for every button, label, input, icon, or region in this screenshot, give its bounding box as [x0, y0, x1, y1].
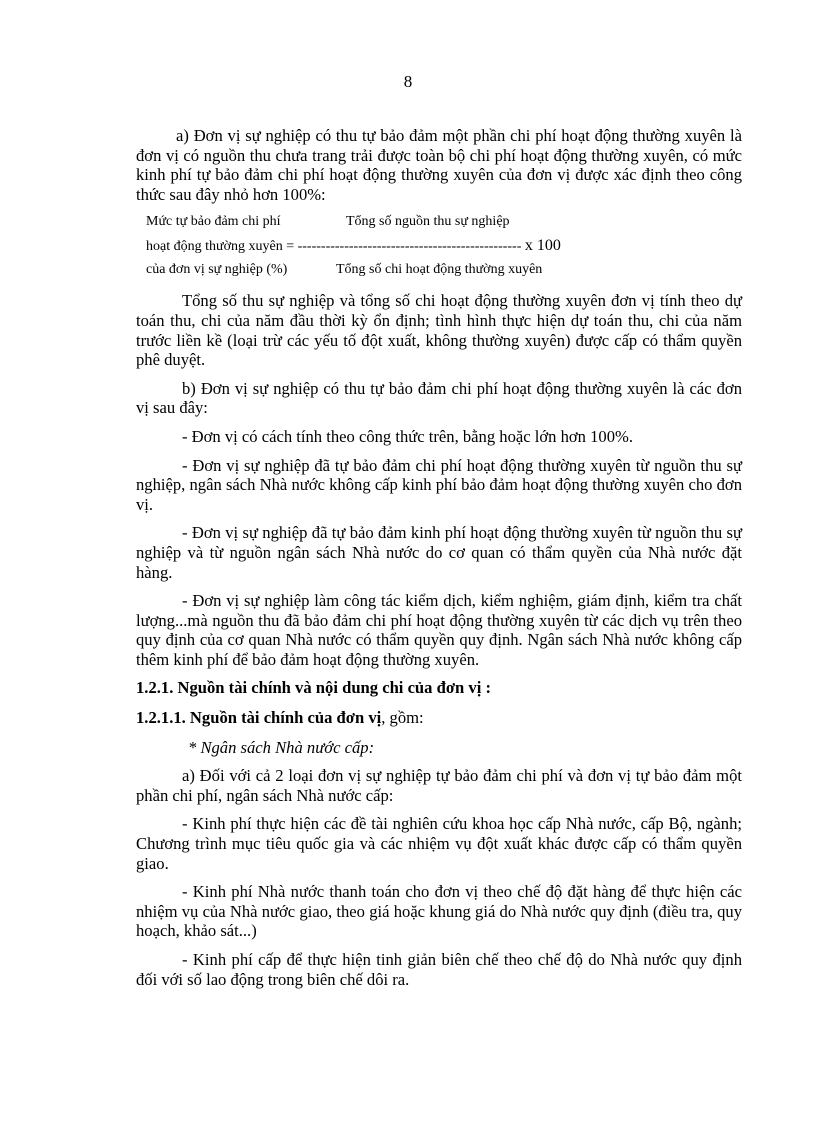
formula-multiplier: x 100: [524, 237, 561, 255]
formula-block: [146, 213, 742, 285]
formula-label-line-2: hoạt động thường xuyên =: [146, 239, 295, 255]
list-item-b4: - Đơn vị sự nghiệp làm công tác kiểm dịch, kiểm nghiệm, giám định, kiểm tra chất lượng...mà nguồn thu đã bảo đảm chi phí hoạt động thường xuyên từ các dịch vụ trên theo quy định của cơ quan Nhà nước có thẩm quyền quy định. Ngân sách Nhà nước không cấp thêm kinh phí để bảo đảm hoạt động thường xuyên.: [136, 591, 742, 669]
formula-label-line-3: của đơn vị sự nghiệp (%): [146, 262, 288, 278]
list-item-2a2: - Kinh phí Nhà nước thanh toán cho đơn vị theo chế độ đặt hàng để thực hiện các nhiệm vụ của Nhà nước giao, theo giá hoặc khung giá do Nhà nước quy định (điều tra, quy hoạch, khảo sát...): [136, 882, 742, 941]
formula-fraction-rule: ------------------------------------------------: [297, 239, 522, 255]
section-heading-1-2-1: 1.2.1. Nguồn tài chính và nội dung chi của đơn vị :: [136, 678, 491, 698]
paragraph-totals: Tổng số thu sự nghiệp và tổng số chi hoạt động thường xuyên đơn vị tính theo dự toán thu, chi của năm đầu thời kỳ ổn định; tình hình thực hiện dự toán thu, chi của năm trước liền kề (loại trừ các yếu tố đột xuất, không thường xuyên) được cấp có thẩm quyền phê duyệt.: [136, 291, 742, 370]
list-item-2a3: - Kinh phí cấp để thực hiện tinh giản biên chế theo chế độ do Nhà nước quy định đối với số lao động trong biên chế dôi ra.: [136, 950, 742, 989]
formula-denominator: Tổng số chi hoạt động thường xuyên: [336, 262, 543, 278]
section-heading-1-2-1-1-title: 1.2.1.1. Nguồn tài chính của đơn vị: [136, 708, 382, 728]
page-number: 8: [403, 72, 413, 91]
formula-label-line-1: Mức tự bảo đảm chi phí: [146, 214, 281, 230]
paragraph-a-intro: a) Đơn vị sự nghiệp có thu tự bảo đảm một phần chi phí hoạt động thường xuyên là đơn vị có nguồn thu chưa trang trải được toàn bộ chi phí hoạt động thường xuyên, có mức kinh phí tự bảo đảm chi phí hoạt động thường xuyên của đơn vị được xác định theo công thức sau đây nhỏ hơn 100%:: [136, 126, 742, 204]
document-body: [136, 126, 742, 995]
list-item-2a1: - Kinh phí thực hiện các đề tài nghiên cứu khoa học cấp Nhà nước, cấp Bộ, ngành; Chương trình mục tiêu quốc gia và các nhiệm vụ đột xuất khác được cấp có thẩm quyền giao.: [136, 814, 742, 873]
list-item-b3: - Đơn vị sự nghiệp đã tự bảo đảm kinh phí hoạt động thường xuyên từ nguồn thu sự nghiệp và từ nguồn ngân sách Nhà nước do cơ quan có thẩm quyền của Nhà nước đặt hàng.: [136, 523, 742, 582]
paragraph-b-intro: b) Đơn vị sự nghiệp có thu tự bảo đảm chi phí hoạt động thường xuyên là các đơn vị sau đây:: [136, 378, 742, 418]
formula-row-3: [146, 261, 742, 285]
section-heading-1-2-1-1: [136, 708, 742, 728]
formula-numerator: Tổng số nguồn thu sự nghiệp: [346, 214, 510, 230]
formula-row-2: [146, 237, 742, 261]
formula-row-1: [146, 213, 742, 237]
list-item-b2: - Đơn vị sự nghiệp đã tự bảo đảm chi phí hoạt động thường xuyên từ nguồn thu sự nghiệp, ngân sách Nhà nước không cấp kinh phí bảo đảm hoạt động thường xuyên cho đơn vị.: [136, 455, 742, 514]
section-heading-1-2-1-1-suffix: , gồm:: [381, 708, 424, 728]
list-item-b1: - Đơn vị có cách tính theo công thức trên, bằng hoặc lớn hơn 100%.: [182, 426, 633, 446]
paragraph-2a-intro: a) Đối với cả 2 loại đơn vị sự nghiệp tự bảo đảm chi phí và đơn vị tự bảo đảm một phần chi phí, ngân sách Nhà nước cấp:: [136, 766, 742, 805]
subsection-title-state-budget: * Ngân sách Nhà nước cấp:: [188, 737, 375, 757]
